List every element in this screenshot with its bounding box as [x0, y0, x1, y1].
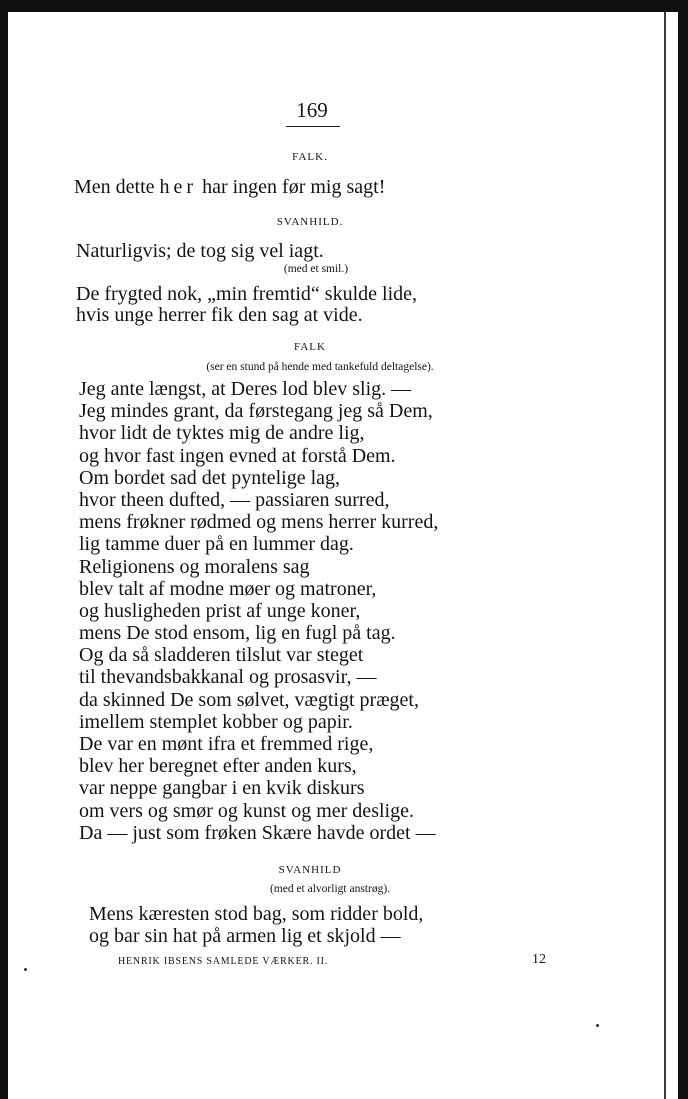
verse-line: Og da så sladderen tilslut var steget — [79, 644, 364, 667]
footer-signature: 12 — [532, 952, 546, 967]
verse-line: og hvor fast ingen evned at forstå Dem. — [79, 444, 396, 467]
verse-line: hvor lidt de tyktes mig de andre lig, — [79, 422, 365, 445]
svanhild-speech — [89, 903, 423, 947]
footer-series-title: HENRIK IBSENS SAMLEDE VÆRKER. II. — [118, 956, 329, 967]
scan-speck — [596, 1024, 599, 1027]
scan-speck — [24, 968, 27, 971]
verse-line: hvor theen dufted, — passiaren surred, — [79, 488, 390, 511]
verse-line: om vers og smør og kunst og mer deslige. — [79, 799, 414, 822]
speaker-svanhild-2: SVANHILD — [278, 864, 342, 876]
verse-line: Religionens og moralens sag — [79, 555, 310, 578]
falk-speech — [79, 378, 438, 844]
verse-line: mens De stod ensom, lig en fugl på tag. — [79, 622, 396, 645]
speaker-falk-1: FALK. — [292, 151, 328, 163]
verse-line-1-emphasis: her — [159, 176, 198, 198]
verse-line: til thevandsbakkanal og prosasvir, — — [79, 666, 377, 689]
verse-line: Jeg mindes grant, da førstegang jeg så Dem, — [79, 400, 433, 423]
verse-line: imellem stemplet kobber og papir. — [79, 710, 353, 733]
page-number-rule — [286, 126, 340, 127]
verse-line: Om bordet sad det pyntelige lag, — [79, 466, 341, 489]
verse-line: blev her beregnet efter anden kurs, — [79, 755, 357, 778]
speaker-svanhild-1: SVANHILD. — [276, 216, 344, 228]
scan-border-top — [0, 0, 688, 12]
verse-line-1-pre: Men dette — [74, 176, 160, 198]
verse-line: Mens kæresten stod bag, som ridder bold, — [89, 903, 424, 925]
verse-line: og bar sin hat på armen lig et skjold — — [89, 925, 401, 948]
verse-line: var neppe gangbar i en kvik diskurs — [79, 777, 365, 800]
verse-line-1-post: har ingen før mig sagt! — [197, 176, 386, 198]
verse-line-1 — [74, 176, 385, 199]
verse-line-2: Naturligvis; de tog sig vel iagt. — [76, 240, 324, 262]
verse-line: Jeg ante længst, at Deres lod blev slig. — — [79, 378, 412, 400]
verse-line: De var en mønt ifra et fremmed rige, — [79, 733, 374, 755]
verse-line: mens frøkner rødmed og mens herrer kurred, — [79, 511, 439, 534]
scan-border-inner — [664, 12, 666, 1099]
stage-direction-svanhild: (med et alvorligt anstrøg). — [269, 883, 391, 895]
stage-direction-smile: (med et smil.) — [283, 263, 349, 275]
verse-line-3: De frygted nok, „min fremtid“ skulde lide, — [76, 283, 418, 305]
verse-line: lig tamme duer på en lummer dag. — [79, 533, 354, 556]
page-number: 169 — [296, 98, 328, 122]
verse-line: da skinned De som sølvet, vægtigt præget, — [79, 688, 419, 711]
verse-line: Da — just som frøken Skære havde ordet — — [79, 821, 436, 844]
scan-border-right — [678, 0, 688, 1099]
stage-direction-falk: (ser en stund på hende med tankefuld deltagelse). — [206, 361, 434, 373]
verse-line: blev talt af modne møer og matroner, — [79, 577, 377, 600]
verse-line: og husligheden prist af unge koner, — [79, 599, 361, 622]
verse-line-4: hvis unge herrer fik den sag at vide. — [76, 304, 363, 326]
scan-border-left — [0, 0, 8, 1099]
speaker-falk-2: FALK — [294, 341, 326, 353]
